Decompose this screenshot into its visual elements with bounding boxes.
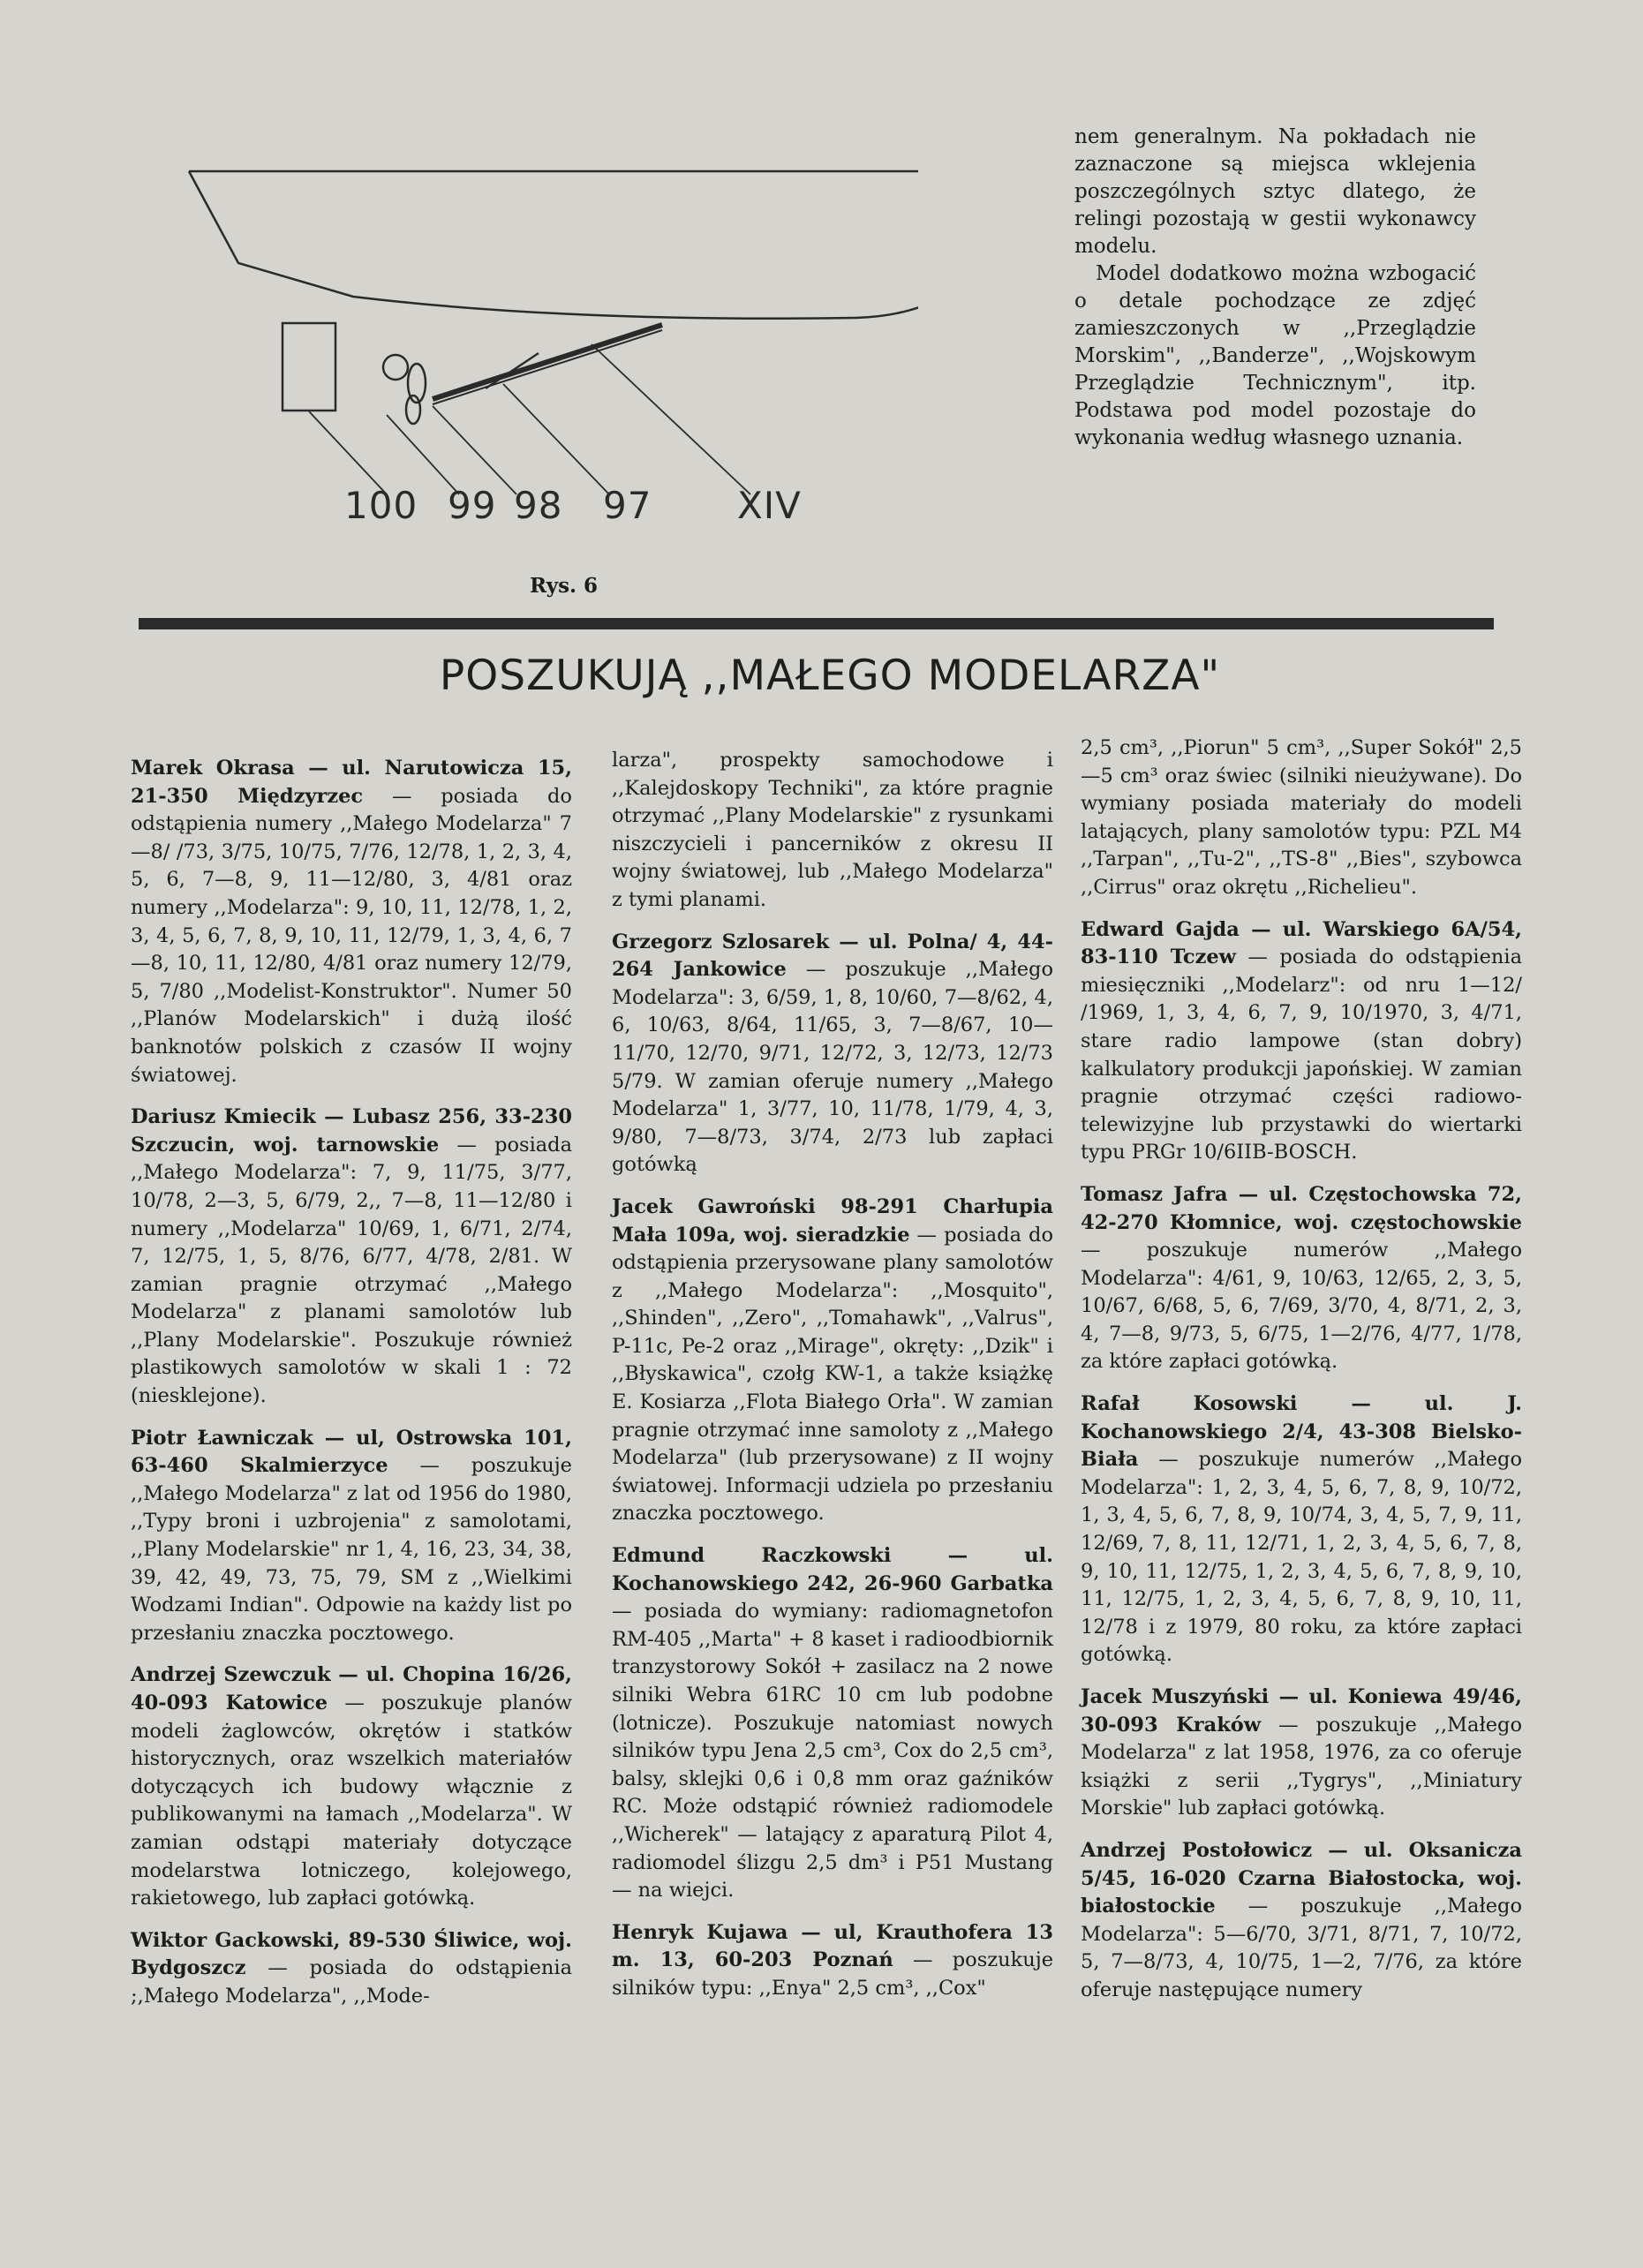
classified-entry: [612, 1542, 1053, 1905]
entry-name: Tomasz Jafra — ul. Częstochowska 72, 42-270 Kłomnice, woj. częstochowskie: [1081, 1182, 1522, 1234]
classified-entry: [131, 1927, 572, 2011]
entry-text: — posiada do wymiany: radiomagnetofon RM-405 ,,Marta" + 8 kaset i radioodbiornik tranzystorowy Sokół + zasilacz na 2 nowe silniki Webra 61RC 10 cm lub podobne (lotnicze). Poszukuje natomiast nowych silników typu Jena 2,5 cm³, Cox do 2,5 cm³, balsy, sklejki 0,6 i 0,8 mm oraz gaźników RC. Może odstąpić również radiomodele ,,Wicherek" — latający z aparaturą Pilot 4, radiomodel ślizgu 2,5 dm³ i P51 Mustang — na wiejci.: [612, 1600, 1053, 1903]
entry-text: — poszukuje ,,Małego Modelarza" z lat od 1956 do 1980, ,,Typy broni i uzbrojenia" z samolotami, ,,Plany Modelarskie" nr 1, 4, 16, 23, 34, 38, 39, 42, 49, 73, 75, 79, SM z ,,Wielkimi Wodzami Indian". Odpowie na każdy list po przesłaniu znaczka pocztowego.: [131, 1454, 572, 1645]
entry-text: — poszukuje numerów ,,Małego Modelarza": 1, 2, 3, 4, 5, 6, 7, 8, 9, 10/72, 1, 3, 4, 5, 6, 7, 8, 9, 10/74, 3, 4, 5, 7, 9, 11, 12/69, 7, 8, 11, 12/71, 1, 2, 3, 4, 5, 6, 7, 8, 9, 10, 11, 12/75, 1, 2, 3, 4, 5, 6, 7, 8, 9, 10, 11, 12/75, 1, 2, 3, 4, 5, 6, 7, 8, 9, 10, 11, 12/78 i z 1979, 80 roku, za które zapłaci gotówką.: [1081, 1448, 1522, 1667]
entry-name: Rafał Kosowski — ul. J. Kochanowskiego 2/4, 43-308 Bielsko-Biała: [1081, 1392, 1522, 1472]
frame-label-98: 98: [514, 484, 563, 527]
frame-label-100: 100: [344, 484, 418, 527]
classified-entry: [1081, 916, 1522, 1167]
entry-name: Dariusz Kmiecik — Lubasz 256, 33-230 Szczucin, woj. tarnowskie: [131, 1105, 572, 1157]
entry-text: — poszukuje planów modeli żaglowców, okrętów i statków historycznych, oraz wszelkich materiałów dotyczących ich budowy włącznie z publikowanymi na łamach ,,Modelarza". W zamian odstąpi materiały dotyczące modelarstwa lotniczego, kolejowego, rakietowego, lub zapłaci gotówką.: [131, 1692, 572, 1910]
entry-text: larza", prospekty samochodowe i ,,Kalejdoskopy Techniki", za które pragnie otrzymać ,,Plany Modelarskie" z rysunkami niszczycieli i pancerników z okresu II wojny światowej, lub ,,Małego Modelarza" z tymi planami.: [612, 749, 1053, 911]
entry-text: — poszukuje ,,Małego Modelarza": 3, 6/59, 1, 8, 10/60, 7—8/62, 4, 6, 10/63, 8/64, 11/65, 3, 7—8/67, 10—11/70, 12/70, 9/71, 12/72, 3, 12/73, 12/73 5/79. W zamian oferuje numery ,,Małego Modelarza" 1, 3/77, 10, 11/78, 1/79, 4, 3, 9/80, 7—8/73, 3/74, 2/73 lub zapłaci gotówką: [612, 958, 1054, 1177]
frame-label-xiv: XIV: [737, 484, 802, 527]
entry-name: Jacek Muszyński — ul. Koniewa 49/46, 30-093 Kraków: [1081, 1685, 1522, 1737]
entry-name: Grzegorz Szlosarek — ul. Polna/ 4, 44-264 Jankowice: [612, 930, 1053, 982]
classified-entry: [1081, 1390, 1522, 1669]
entry-text: — posiada do odstąpienia przerysowane plany samolotów z ,,Małego Modelarza": ,,Mosquito", ,,Shinden", ,,Zero", ,,Tomahawk", ,,Valrus", P-11c, Pe-2 oraz ,,Mirage", okręty: ,,Dzik" i ,,Błyskawica", czołg KW-1, a także książkę E. Kosiarza ,,Flota Białego Orła". W zamian pragnie otrzymać inne samoloty z ,,Małego Modelarza" (lub przerysowane) z II wojny światowej. Informacji udziela po przesłaniu znaczka pocztowego.: [612, 1223, 1053, 1526]
entry-name: Wiktor Gackowski, 89-530 Śliwice, woj. Bydgoszcz: [131, 1928, 572, 1980]
classified-entry: [612, 1919, 1053, 2003]
column-3: [1081, 735, 1522, 2019]
frame-label-99: 99: [448, 484, 497, 527]
figure-caption: Rys. 6: [530, 574, 599, 598]
column-2: [612, 747, 1053, 2017]
classified-entry: [612, 1194, 1053, 1528]
section-rule: [139, 618, 1494, 629]
top-right-text: [1074, 124, 1476, 452]
entry-name: Jacek Gawroński 98-291 Charłupia Mała 109a, woj. sieradzkie: [612, 1194, 1053, 1247]
entry-text: — poszukuje numerów ,,Małego Modelarza": 4/61, 9, 10/63, 12/65, 2, 3, 5, 10/67, 6/68, 5, 6, 7/69, 3/70, 4, 8/71, 2, 3, 4, 7—8, 9/73, 5, 6/75, 1—2/76, 4/77, 1/78, za które zapłaci gotówką.: [1081, 1239, 1522, 1374]
entry-name: Andrzej Szewczuk — ul. Chopina 16/26, 40-093 Katowice: [131, 1663, 572, 1714]
classified-entry: [1081, 735, 1522, 902]
classified-entry: [131, 1661, 572, 1912]
entry-name: Henryk Kujawa — ul, Krauthofera 13 m. 13, 60-203 Poznań: [612, 1920, 1053, 1972]
classified-entry: [612, 929, 1053, 1179]
entry-text: — posiada do odstąpienia numery ,,Małego Modelarza" 7—8/ /73, 3/75, 10/75, 7/76, 12/78, 1, 2, 3, 4, 5, 6, 7—8, 9, 11—12/80, 3, 4/81 oraz numery ,,Modelarza": 9, 10, 11, 12/78, 1, 2, 3, 4, 5, 6, 7, 8, 9, 10, 11, 12/79, 1, 3, 4, 6, 7—8, 10, 11, 12/80, 4/81 oraz numery 12/79, 5, 7/80 ,,Modelist-Konstruktor". Numer 50 ,,Planów Modelarskich" i dużą ilość banknotów polskich z czasów II wojny światowej.: [131, 784, 572, 1087]
paragraph: Model dodatkowo można wzbogacić o detale pochodzące ze zdjęć zamieszczonych w ,,Przeglądzie Morskim", ,,Banderze", ,,Wojskowym Przeglądzie Technicznym", itp. Podstawa pod model pozostaje do wykonania według własnego uznania.: [1074, 262, 1476, 449]
entry-text: — poszukuje ,,Małego Modelarza" z lat 1958, 1976, za co oferuje książki z serii ,,Tygrys", ,,Miniatury Morskie" lub zapłaci gotówką.: [1081, 1713, 1522, 1820]
entry-name: Edmund Raczkowski — ul. Kochanowskiego 242, 26-960 Garbatka: [612, 1544, 1053, 1595]
classified-entry: [1081, 1181, 1522, 1376]
entry-text: — posiada do odstąpienia ;,Małego Modelarza", ,,Mode-: [131, 1956, 572, 2008]
entry-text: — posiada do odstąpienia miesięczniki ,,Modelarz": od nru 1—12/ /1969, 1, 3, 4, 6, 7, 9, 10/1970, 3, 4/71, stare radio lampowe (stan dobry) kalkulatory produkcji japońskiej. W zamian pragnie otrzymać części radiowo-telewizyjne lub przystawki do wiertarki typu PRGr 10/6IIB-BOSCH.: [1081, 946, 1522, 1164]
classified-entry: [131, 1104, 572, 1411]
entry-text: — poszukuje silników typu: ,,Enya" 2,5 cm³, ,,Cox": [612, 1948, 1054, 2000]
classified-entry: [612, 747, 1053, 915]
entry-name: Marek Okrasa — ul. Narutowicza 15, 21-350 Międzyrzec: [131, 757, 572, 808]
entry-text: — poszukuje ,,Małego Modelarza": 5—6/70, 3/71, 8/71, 7, 10/72, 5, 7—8/73, 4, 10/75, 1—2, 7/76, za które oferuje następujące numery: [1081, 1895, 1522, 2001]
frame-label-97: 97: [603, 484, 652, 527]
entry-name: Edward Gajda — ul. Warskiego 6A/54, 83-110 Tczew: [1081, 917, 1522, 969]
classified-entry: [131, 1425, 572, 1648]
entry-name: Piotr Ławniczak — ul, Ostrowska 101, 63-460 Skalmierzyce: [131, 1426, 572, 1478]
entry-text: — posiada ,,Małego Modelarza": 7, 9, 11/75, 3/77, 10/78, 2—3, 5, 6/79, 2,, 7—8, 11—12/80 i numery ,,Modelarza" 10/69, 1, 6/71, 2/74, 7, 12/75, 1, 5, 8/76, 6/77, 4/78, 2/81. W zamian pragnie otrzymać ,,Małego Modelarza" z planami samolotów lub ,,Plany Modelarskie". Poszukuje również plastikowych samolotów w skali 1 : 72 (niesklejone).: [131, 1133, 573, 1408]
column-1: [131, 755, 572, 2025]
paragraph: nem generalnym. Na pokładach nie zaznaczone są miejsca wklejenia poszczególnych sztyc dlatego, że relingi pozostają w gestii wykonawcy modelu.: [1074, 125, 1476, 258]
entry-text: 2,5 cm³, ,,Piorun" 5 cm³, ,,Super Sokół" 2,5—5 cm³ oraz świec (silniki nieużywane). Do wymiany posiada materiały do modeli latających, plany samolotów typu: PZL M4 ,,Tarpan", ,,Tu-2", ,,TS-8" ,,Bies", szybowca ,,Cirrus" oraz okrętu ,,Richelieu".: [1081, 736, 1522, 899]
classified-entry: [1081, 1837, 1522, 2005]
entry-name: Andrzej Postołowicz — ul. Oksanicza 5/45, 16-020 Czarna Białostocka, woj. białostockie: [1081, 1838, 1522, 1918]
classified-entry: [1081, 1684, 1522, 1823]
page-title: POSZUKUJĄ ,,MAŁEGO MODELARZA": [439, 652, 1221, 700]
classified-entry: [131, 755, 572, 1089]
